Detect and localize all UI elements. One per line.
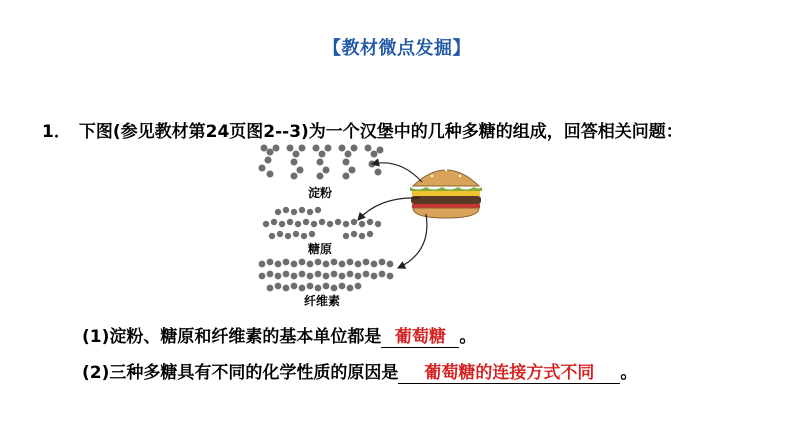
arrow-to-cellulose <box>398 214 427 268</box>
sub-question-2 <box>82 358 637 384</box>
question-number: 1． <box>42 122 71 142</box>
question-stem <box>42 117 683 142</box>
section-heading: 【教材微点发掘】 <box>323 38 471 59</box>
starch-chain-icon <box>259 145 384 180</box>
glycogen-label: 糖原 <box>308 242 333 256</box>
answer-blank-1: 葡萄糖 <box>381 322 459 348</box>
sub-question-2-end: 。 <box>620 363 638 383</box>
sub-question-1 <box>82 322 476 348</box>
arrow-to-glycogen <box>358 198 420 220</box>
cellulose-chain-icon <box>259 259 394 292</box>
glycogen-chain-icon <box>263 207 381 239</box>
hamburger-icon <box>410 169 482 218</box>
question-text: 下图(参见教材第24页图2--3)为一个汉堡中的几种多糖的组成，回答相关问题： <box>78 122 683 142</box>
answer-blank-2: 葡萄糖的连接方式不同 <box>398 358 620 384</box>
polysaccharide-figure <box>250 140 500 310</box>
starch-label: 淀粉 <box>308 186 333 200</box>
polysaccharide-diagram <box>250 140 500 310</box>
sub-question-1-end: 。 <box>459 327 477 347</box>
sub-question-2-text: (2)三种多糖具有不同的化学性质的原因是 <box>82 363 399 383</box>
sub-question-1-text: (1)淀粉、糖原和纤维素的基本单位都是 <box>82 327 382 347</box>
cellulose-label: 纤维素 <box>304 294 341 308</box>
